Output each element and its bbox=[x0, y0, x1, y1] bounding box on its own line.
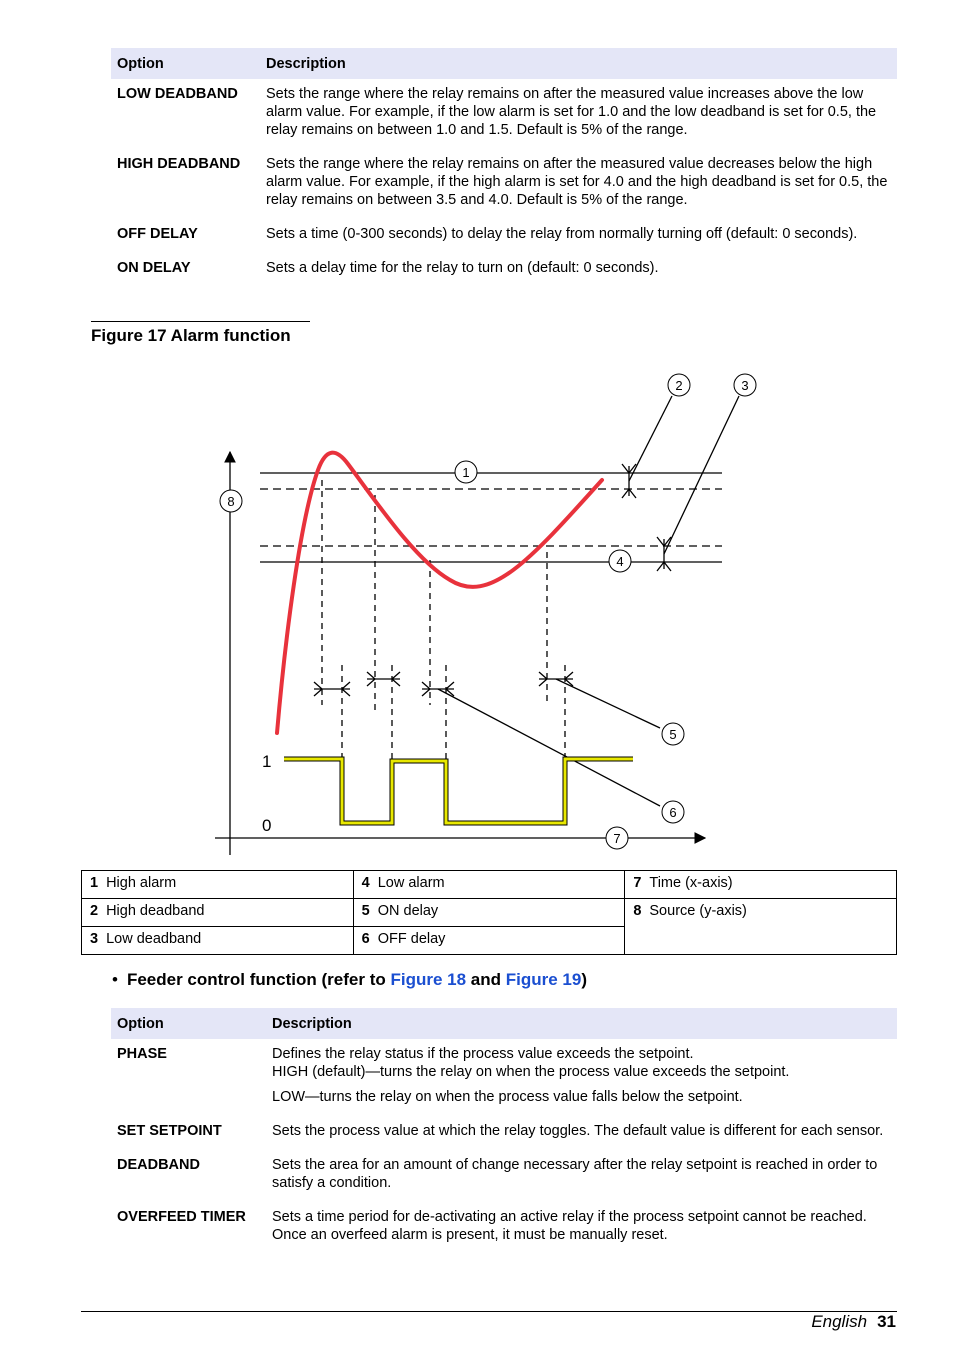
footer-language: English bbox=[811, 1312, 868, 1331]
legend-item: 1 High alarm bbox=[82, 871, 354, 899]
table-row bbox=[111, 1116, 897, 1150]
svg-text:4: 4 bbox=[616, 554, 624, 569]
table-row bbox=[111, 1039, 897, 1116]
callout-2 bbox=[668, 374, 690, 396]
options-table-feeder bbox=[111, 1008, 897, 1254]
table-row bbox=[111, 1150, 897, 1202]
page-number: 31 bbox=[877, 1312, 896, 1331]
level-label-low: 0 bbox=[262, 816, 272, 835]
option-description: Sets the process value at which the relay toggles. The default value is different for each sensor. bbox=[272, 1123, 884, 1139]
header-option: Option bbox=[111, 1008, 266, 1039]
legend-item: 7 Time (x-axis) bbox=[625, 871, 897, 899]
svg-text:8: 8 bbox=[227, 494, 235, 509]
figure-19-link[interactable]: Figure 19 bbox=[505, 970, 582, 989]
svg-text:5: 5 bbox=[669, 727, 677, 742]
option-name: OFF DELAY bbox=[117, 226, 198, 242]
svg-text:6: 6 bbox=[669, 805, 677, 820]
callout-7 bbox=[606, 827, 628, 849]
page-footer bbox=[811, 1312, 896, 1332]
callout-3 bbox=[734, 374, 756, 396]
callout-5 bbox=[662, 723, 684, 745]
legend-item: 2 High deadband bbox=[82, 899, 354, 927]
delay-bracket-2 bbox=[367, 672, 400, 686]
figure-legend bbox=[81, 870, 897, 955]
level-label-high: 1 bbox=[262, 752, 272, 771]
callout-1 bbox=[455, 461, 477, 483]
option-name: SET SETPOINT bbox=[117, 1123, 222, 1139]
legend-item: 3 Low deadband bbox=[82, 927, 354, 955]
legend-item: 4 Low alarm bbox=[353, 871, 625, 899]
header-description: Description bbox=[260, 48, 897, 79]
option-name: PHASE bbox=[117, 1046, 167, 1062]
callout-4 bbox=[609, 550, 631, 572]
option-name: OVERFEED TIMER bbox=[117, 1209, 246, 1225]
footer-rule bbox=[81, 1311, 897, 1312]
option-description: Sets a time period for de-activating an active relay if the process setpoint cannot be reached. Once an overfeed alarm is present, it must be manually reset. bbox=[272, 1209, 867, 1243]
figure-title: Figure 17 Alarm function bbox=[91, 321, 310, 346]
svg-text:7: 7 bbox=[613, 831, 621, 846]
callout-6 bbox=[662, 801, 684, 823]
header-description: Description bbox=[266, 1008, 897, 1039]
option-description: Sets a time (0-300 seconds) to delay the relay from normally turning off (default: 0 seconds). bbox=[266, 226, 858, 242]
option-description: Defines the relay status if the process value exceeds the setpoint. HIGH (default)—turns the relay on when the process value exceeds the setpoint. LOW—turns the relay on when the process value falls below the setpoint. bbox=[272, 1046, 790, 1105]
header-option: Option bbox=[111, 48, 260, 79]
legend-item: 6 OFF delay bbox=[353, 927, 625, 955]
delay-bracket-1 bbox=[314, 682, 350, 696]
option-description: Sets the range where the relay remains on after the measured value decreases below the high alarm value. For example, if the high alarm is set for 4.0 and the high deadband is set for 0.5, the relay remains on between 3.5 and 4.0. Default is 5% of the range. bbox=[266, 156, 888, 208]
legend-item: 8 Source (y-axis) bbox=[625, 899, 897, 955]
option-name: DEADBAND bbox=[117, 1157, 200, 1173]
svg-text:3: 3 bbox=[741, 378, 749, 393]
legend-item: 5 ON delay bbox=[353, 899, 625, 927]
option-name: ON DELAY bbox=[117, 260, 191, 276]
relay-signal bbox=[284, 759, 633, 823]
option-description: Sets the area for an amount of change necessary after the relay setpoint is reached in order to satisfy a condition. bbox=[272, 1157, 878, 1191]
option-description: Sets the range where the relay remains on after the measured value increases above the low alarm value. For example, if the low alarm is set for 1.0 and the low deadband is set for 0.5, the relay remains on between 1.0 and 1.5. Default is 5% of the range. bbox=[266, 86, 877, 138]
svg-text:1: 1 bbox=[462, 465, 470, 480]
figure-18-link[interactable]: Figure 18 bbox=[390, 970, 467, 989]
table-header bbox=[111, 1008, 897, 1039]
process-value-curve bbox=[277, 453, 602, 733]
feeder-control-heading: • Feeder control function (refer to Figure 18 and Figure 19) bbox=[112, 970, 588, 989]
svg-text:2: 2 bbox=[675, 378, 683, 393]
table-row bbox=[111, 1202, 897, 1254]
option-name: HIGH DEADBAND bbox=[117, 156, 241, 172]
callout-8 bbox=[220, 490, 242, 512]
option-name: LOW DEADBAND bbox=[117, 86, 238, 102]
option-description: Sets a delay time for the relay to turn on (default: 0 seconds). bbox=[266, 260, 659, 276]
